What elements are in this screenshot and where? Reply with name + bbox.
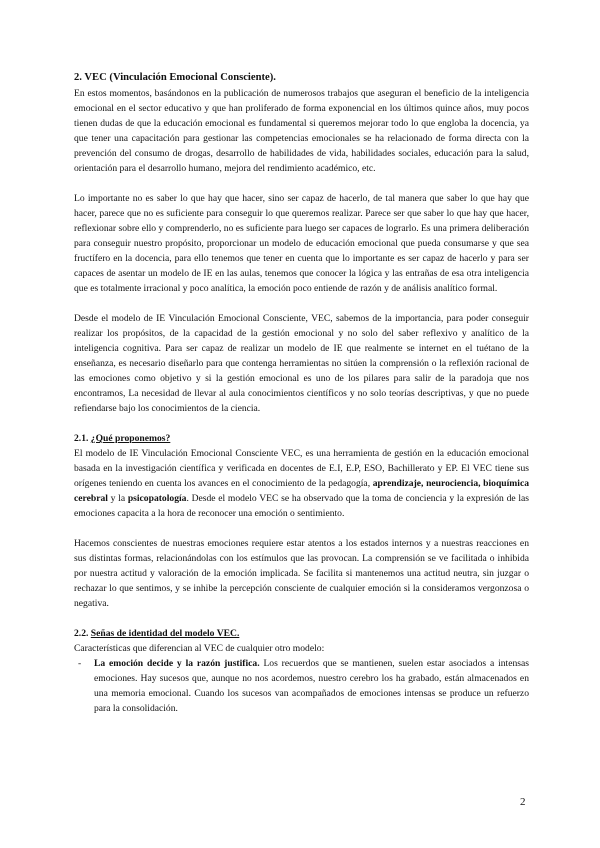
section-title: 2. VEC (Vinculación Emocional Consciente).	[74, 72, 276, 83]
section-paragraph-1: En estos momentos, basándonos en la publicación de numerosos trabajos que aseguran el beneficio de la inteligencia emocional en el sector educativo y que han proliferado de forma exponencial en los últimos quince años, muy pocos tienen dudas de que la educación emocional es fundamental si queremos mejorar todo lo que engloba la docencia, ya que tener una capacitación para gestionar las competencias emocionales se ha relacionado de forma directa con la prevención del consumo de drogas, desarrollo de habilidades de vida, habilidades sociales, educación para la salud, orientación para el desarrollo humano, mejora del rendimiento académico, etc.	[74, 88, 529, 174]
subsection-1-text-b: . Desde el modelo VEC se ha observado que la toma de conciencia y la expresión de las emociones capacita a la hora de reconocer una emoción o sentimiento.	[74, 493, 530, 519]
subsection-1-text-a: El modelo de IE Vinculación Emocional Consciente VEC, es una herramienta de gestión en la educación emocional basada en la investigación científica y verificada en docentes de E.I, E.P, ESO, Bachillerato y EP. El VEC tiene sus orígenes teniendo en cuenta los avances en el conocimiento de la pedagogía,	[74, 448, 529, 489]
subsection-2-heading	[74, 626, 529, 641]
subsection-1-paragraph-1	[74, 446, 529, 521]
subsection-1-bold-2: psicopatología	[127, 493, 187, 504]
section-paragraph-3: Desde el modelo de IE Vinculación Emocional Consciente, VEC, sabemos de la importancia, para poder conseguir realizar los propósitos, de la capacidad de la gestión emocional y no solo del saber reflexivo y analítico de la inteligencia cognitiva. Para ser capaz de realizar un modelo de IE que realmente se internet en el tuétano de la enseñanza, es necesario diseñarlo para que contenga herramientas no sitúen la comprensión o la reflexión racional de las emociones como objetivo y si la gestión emocional es uno de los pilares para salir de la paradoja que nos encontramos, La necesidad de llevar al aula conocimientos científicos y no solo teorías descriptivas, y que no puede refiendarse bajo los conocimientos de la ciencia.	[74, 313, 529, 414]
list-item-dash: -	[78, 658, 82, 669]
subsection-2-number: 2.2.	[74, 628, 89, 639]
subsection-1-and: y la	[107, 493, 128, 504]
page-number: 2	[520, 796, 526, 808]
subsection-1-number: 2.1.	[74, 433, 89, 444]
section-paragraph-2: Lo importante no es saber lo que hay que hacer, sino ser capaz de hacerlo, de tal manera que saber lo que hay que hacer, parece que no es suficiente para conseguir lo que queremos realizar. Parece ser que saber lo que hay que hacer, reflexionar sobre ello y comprenderlo, no es suficiente para luego ser capaces de lograrlo. Es una primera deliberación para conseguir nuestro propósito, proporcionar un modelo de educación emocional que pueda consumarse y que sea fructífero en la docencia, para ello tenemos que tener en cuenta que lo importante es ser capaz de hacerlo y para ser capaces de asentar un modelo de IE en las aulas, tenemos que conocer la lógica y las entrañas de esa otra inteligencia que es totalmente irracional y poco analítica, la emoción poco entiende de razón y de análisis analítico formal.	[74, 193, 529, 294]
subsection-2-title: Señas de identidad del modelo VEC.	[90, 628, 240, 639]
list-item	[78, 656, 529, 716]
document-page	[74, 70, 529, 716]
subsection-2-intro: Características que diferencian al VEC de cualquier otro modelo:	[74, 643, 325, 654]
subsection-1-paragraph-2: Hacemos conscientes de nuestras emociones requiere estar atentos a los estados internos y a nuestras reacciones en sus distintas formas, relacionándolas con los estímulos que las provocan. La comprensión se ve facilitada o inhibida por nuestra actitud y valoración de la emoción implicada. Se facilita si mantenemos una actitud neutra, sin juzgar o rechazar lo que sentimos, y se inhibe la percepción consciente de cualquier emoción si la consideramos vergonzosa o negativa.	[74, 538, 529, 609]
list-item-text: Los recuerdos que se mantienen, suelen estar asociados a intensas emociones. Hay sucesos que, aunque no nos acordemos, nuestro cerebro los ha grabado, están almacenados en una memoria emocional. Cuando los sucesos van acompañados de emociones intensas se produce un refuerzo para la consolidación.	[94, 658, 529, 714]
identity-list	[74, 656, 529, 716]
subsection-1-bold-1: aprendizaje, neurociencia, bioquímica cerebral	[74, 478, 530, 504]
list-item-bold: La emoción decide y la razón justifica.	[94, 658, 260, 669]
subsection-1-heading	[74, 431, 529, 446]
subsection-1-title: ¿Qué proponemos?	[90, 433, 171, 444]
